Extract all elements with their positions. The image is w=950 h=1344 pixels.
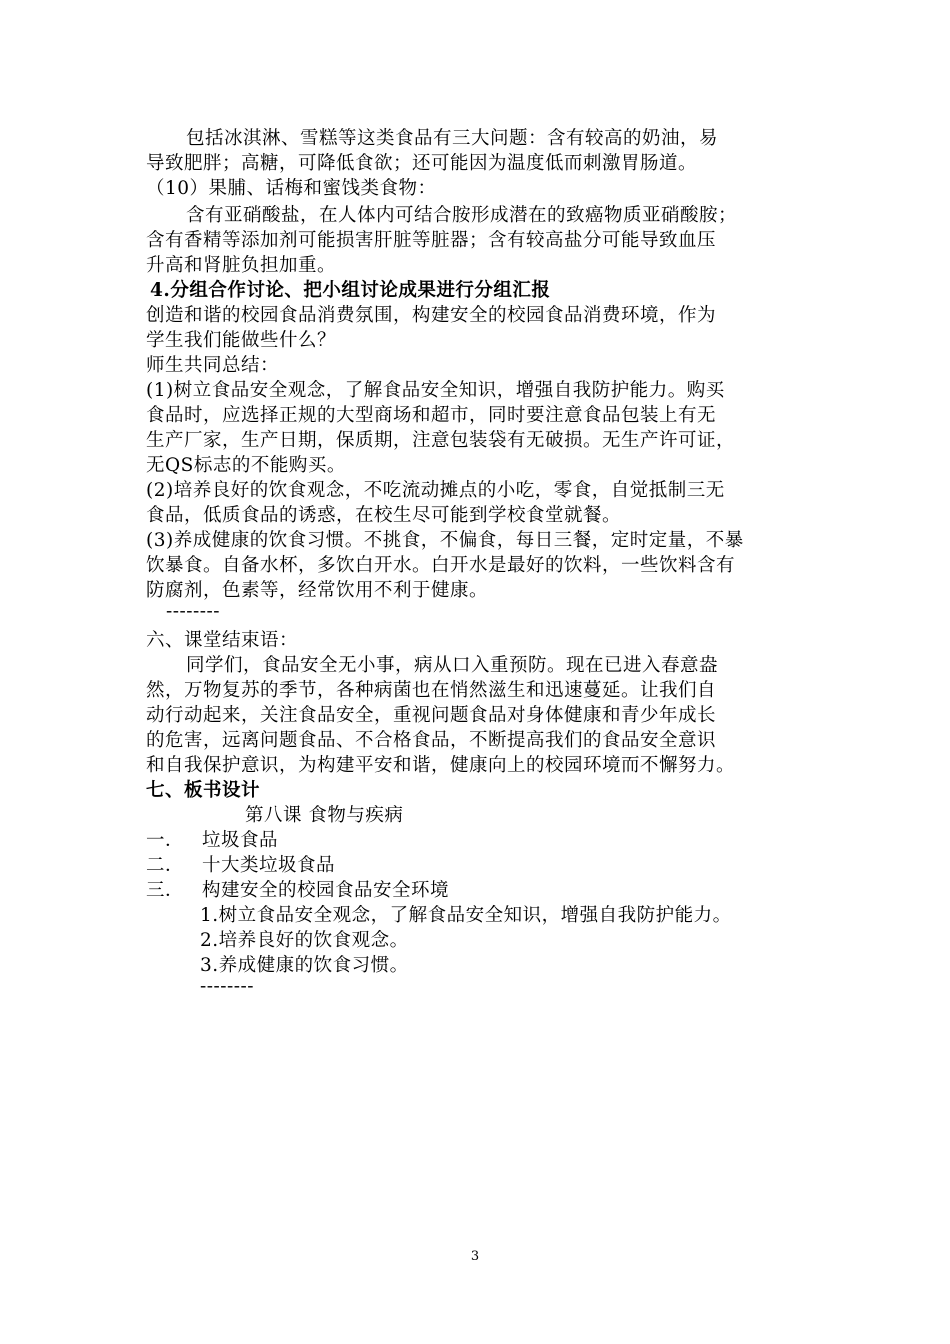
paragraph-line: 含有亚硝酸盐，在人体内可结合胺形成潜在的致癌物质亚硝酸胺； xyxy=(186,205,738,226)
paragraph-line: 食品时，应选择正规的大型商场和超市，同时要注意食品包装上有无 xyxy=(146,405,717,426)
sub-list-item: 2.培养良好的饮食观念。 xyxy=(200,930,409,951)
paragraph-line: 师生共同总结： xyxy=(146,355,280,376)
paragraph-line: 饮暴食。自备水杯，多饮白开水。白开水是最好的饮料，一些饮料含有 xyxy=(146,555,736,576)
paragraph-line: 生产厂家，生产日期，保质期，注意包装袋有无破损。无生产许可证， xyxy=(146,430,736,451)
page-number: 3 xyxy=(470,1249,480,1264)
paragraph-line: 然，万物复苏的季节，各种病菌也在悄然滋生和迅速蔓延。让我们自 xyxy=(146,680,717,701)
list-text: 构建安全的校园食品安全环境 xyxy=(202,880,450,901)
list-item xyxy=(146,826,278,852)
paragraph-line: 防腐剂，色素等，经常饮用不利于健康。 xyxy=(146,580,489,601)
list-item xyxy=(146,851,335,877)
paragraph-line: (1)树立食品安全观念，了解食品安全知识，增强自我防护能力。购买 xyxy=(146,380,725,401)
paragraph-line: 创造和谐的校园食品消费氛围，构建安全的校园食品消费环境，作为 xyxy=(146,305,717,326)
paragraph-line: 学生我们能做些什么？ xyxy=(146,330,337,351)
paragraph-line: 同学们，食品安全无小事，病从口入重预防。现在已进入春意盎 xyxy=(186,655,719,676)
list-text: 垃圾食品 xyxy=(202,830,279,851)
list-number: 三． xyxy=(146,880,185,901)
section-heading: 六、课堂结束语： xyxy=(146,630,299,651)
list-number: 二． xyxy=(146,855,185,876)
paragraph-line: (2)培养良好的饮食观念，不吃流动摊点的小吃，零食，自觉抵制三无 xyxy=(146,480,725,501)
separator-dashes: -------- xyxy=(200,976,255,997)
section-heading: 4.分组合作讨论、把小组讨论成果进行分组汇报 xyxy=(150,280,551,301)
paragraph-line: 含有香精等添加剂可能损害肝脏等脏器；含有较高盐分可能导致血压 xyxy=(146,230,717,251)
section-item-heading: （10）果脯、话梅和蜜饯类食物： xyxy=(146,178,437,199)
sub-list-item: 1.树立食品安全观念，了解食品安全知识，增强自我防护能力。 xyxy=(200,905,732,926)
list-text: 十大类垃圾食品 xyxy=(202,855,336,876)
list-number: 一． xyxy=(146,830,185,851)
list-item xyxy=(146,876,449,902)
paragraph-line: 升高和肾脏负担加重。 xyxy=(146,255,337,276)
paragraph-line: 食品，低质食品的诱惑，在校生尽可能到学校食堂就餐。 xyxy=(146,505,622,526)
paragraph-line: (3)养成健康的饮食习惯。不挑食，不偏食，每日三餐，定时定量，不暴 xyxy=(146,530,744,551)
board-title: 第八课 食物与疾病 xyxy=(245,805,404,826)
section-heading: 七、板书设计 xyxy=(146,780,261,801)
paragraph-line: 动行动起来，关注食品安全，重视问题食品对身体健康和青少年成长 xyxy=(146,705,717,726)
sub-list-item: 3.养成健康的饮食习惯。 xyxy=(200,955,409,976)
paragraph-line: 导致肥胖；高糖，可降低食欲；还可能因为温度低而刺激胃肠道。 xyxy=(146,153,698,174)
paragraph-line: 无QS标志的不能购买。 xyxy=(146,455,346,476)
paragraph-line: 的危害，远离问题食品、不合格食品，不断提高我们的食品安全意识 xyxy=(146,730,717,751)
paragraph-line: 包括冰淇淋、雪糕等这类食品有三大问题：含有较高的奶油，易 xyxy=(186,128,719,149)
separator-dashes: -------- xyxy=(166,601,221,622)
paragraph-line: 和自我保护意识，为构建平安和谐，健康向上的校园环境而不懈努力。 xyxy=(146,755,736,776)
